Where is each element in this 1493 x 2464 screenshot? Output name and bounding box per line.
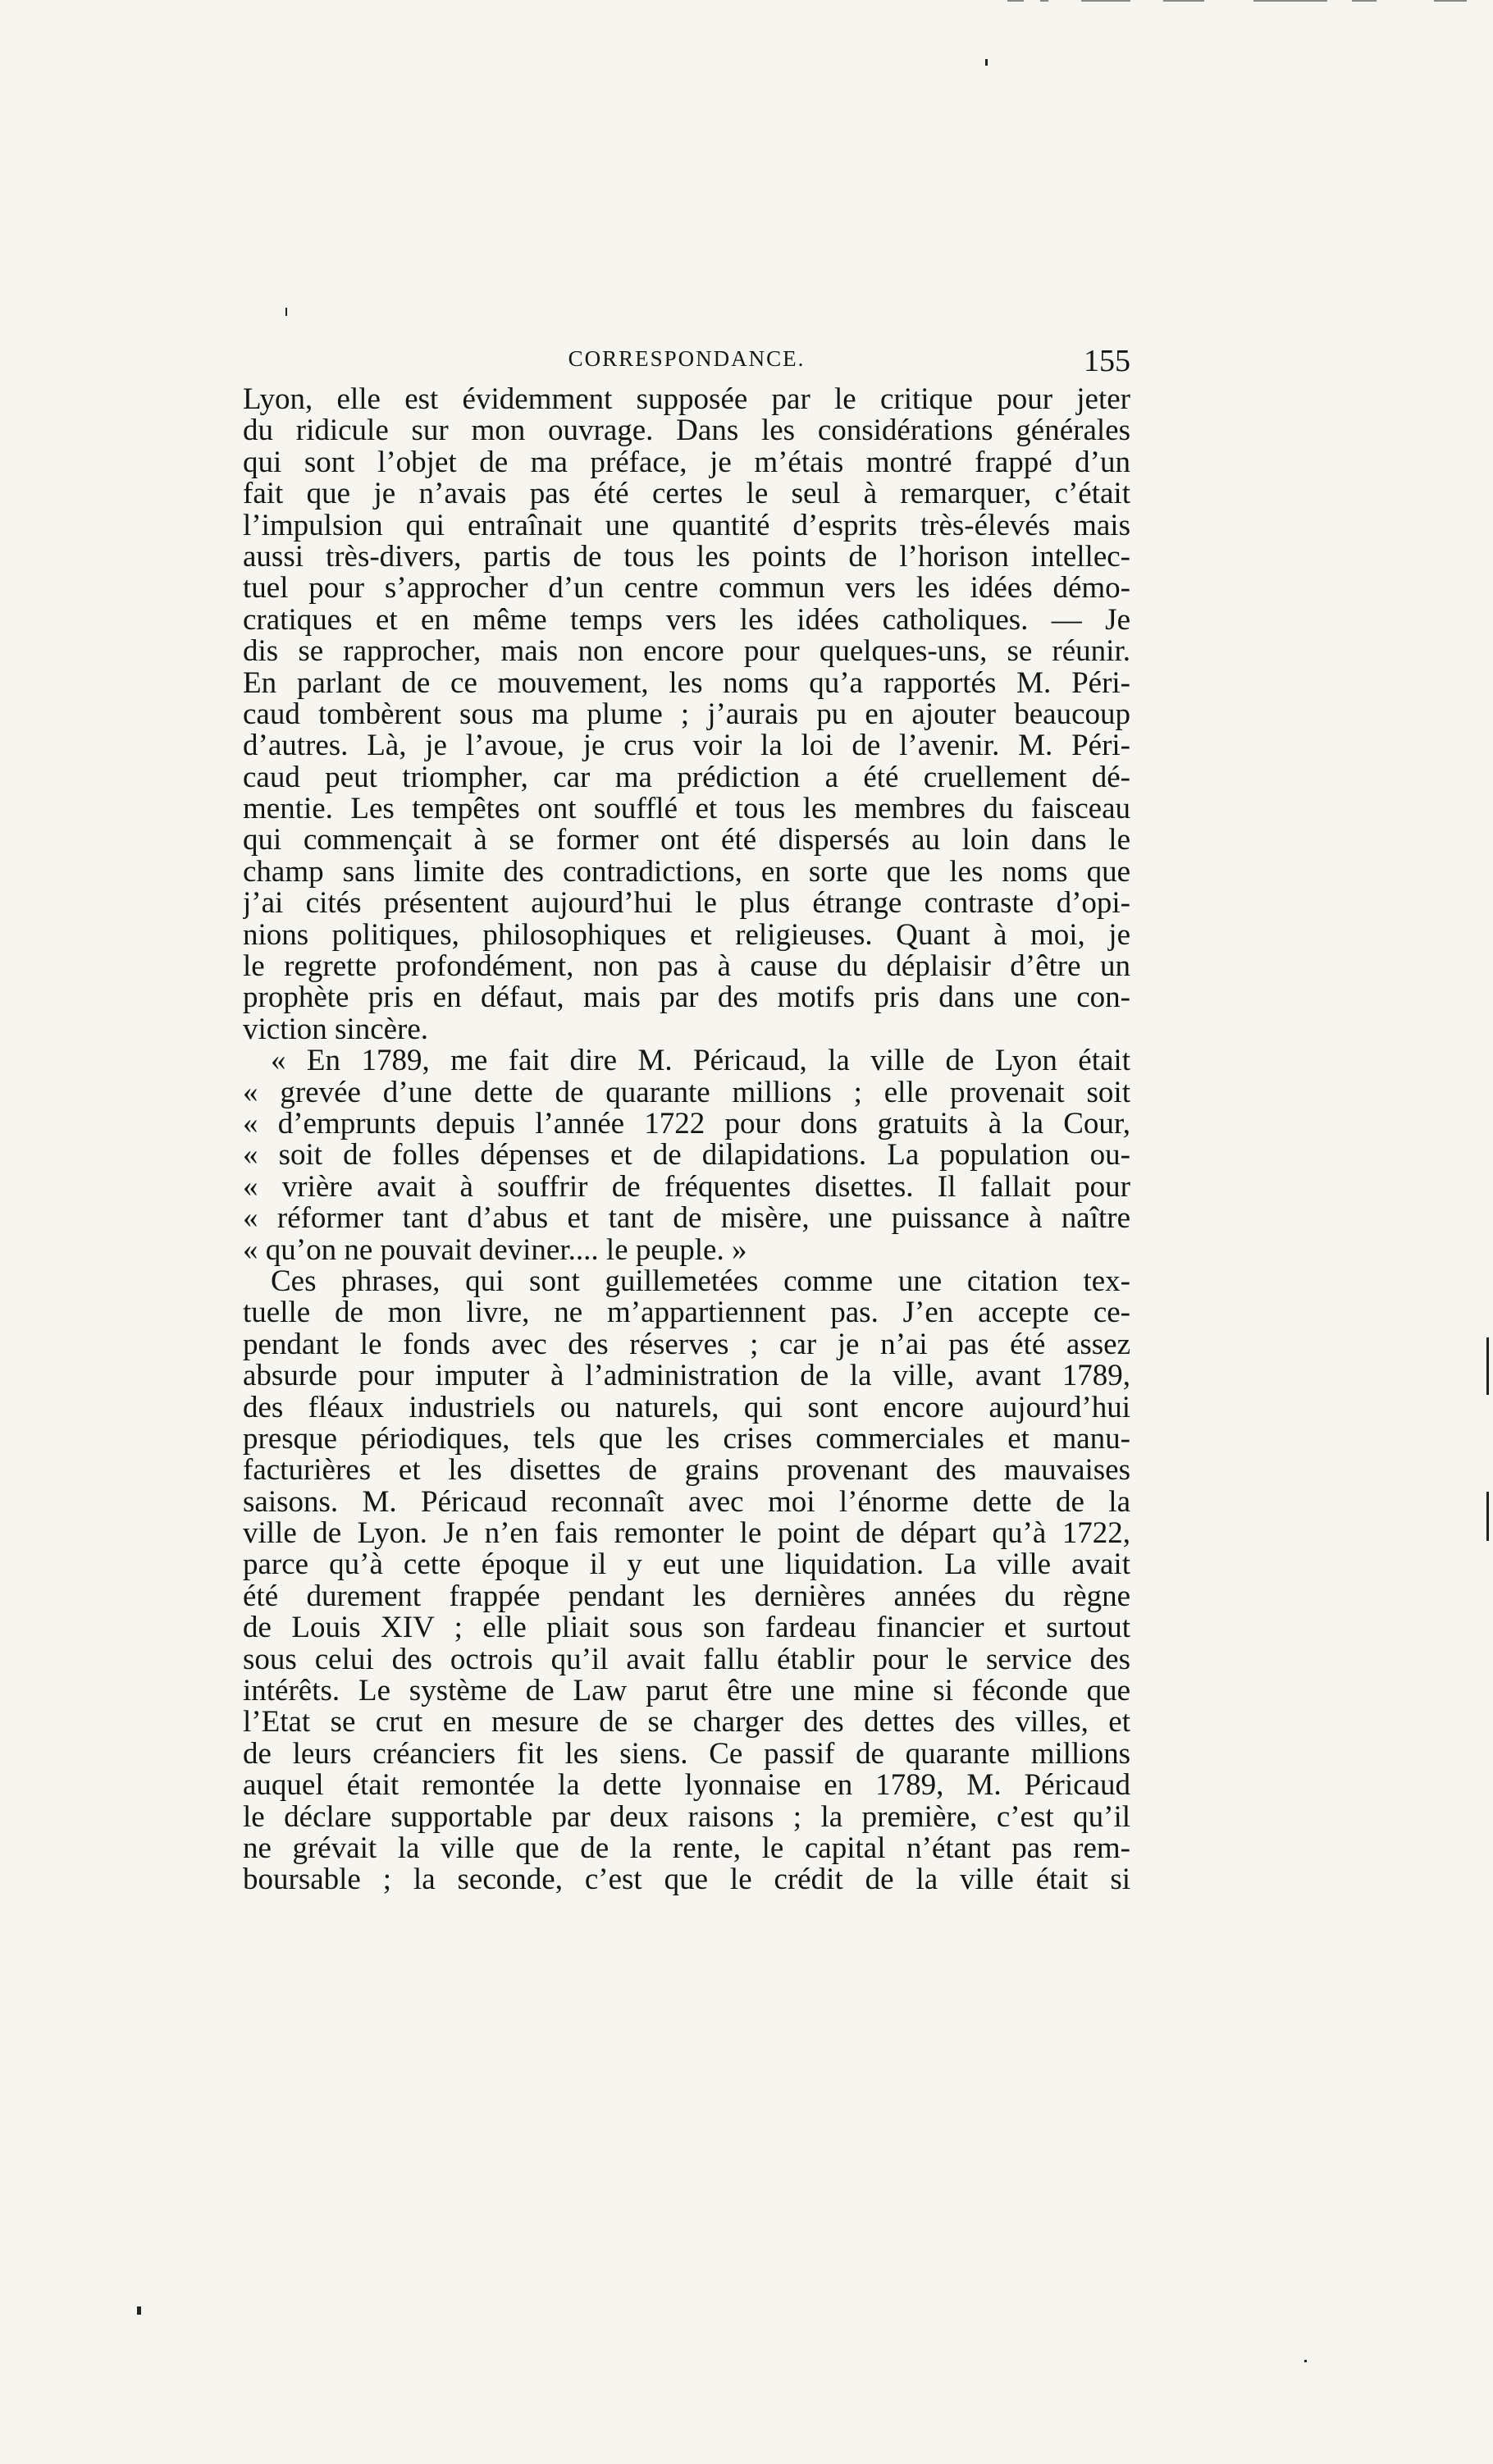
text-line: du ridicule sur mon ouvrage. Dans les considérations générales	[243, 415, 1130, 447]
speck-mark	[1486, 1337, 1489, 1395]
text-line: qui commençait à se former ont été dispersés au loin dans le	[243, 825, 1130, 857]
text-line: auquel était remontée la dette lyonnaise en 1789, M. Péricaud	[243, 1770, 1130, 1802]
text-line: le déclare supportable par deux raisons ; la première, c’est qu’il	[243, 1801, 1130, 1833]
text-line: de Louis XIV ; elle pliait sous son fardeau financier et surtout	[243, 1612, 1130, 1644]
quote-line: « réformer tant d’abus et tant de misère, une puissance à naître	[243, 1203, 1130, 1235]
text-line: des fléaux industriels ou naturels, qui sont encore aujourd’hui	[243, 1392, 1130, 1424]
text-line: champ sans limite des contradictions, en sorte que les noms que	[243, 856, 1130, 889]
text-line: dis se rapprocher, mais non encore pour quelques-uns, se réunir.	[243, 636, 1130, 668]
text-line: sous celui des octrois qu’il avait fallu établir pour le service des	[243, 1643, 1130, 1676]
page-number: 155	[1084, 344, 1130, 378]
text-line: cratiques et en même temps vers les idées catholiques. — Je	[243, 604, 1130, 637]
speck-mark	[285, 308, 287, 316]
text-line: aussi très-divers, partis de tous les points de l’horison intellec-	[243, 541, 1130, 574]
text-line: d’autres. Là, je l’avoue, je crus voir la loi de l’avenir. M. Péri-	[243, 730, 1130, 762]
text-line: facturières et les disettes de grains provenant des mauvaises	[243, 1455, 1130, 1487]
text-line: prophète pris en défaut, mais par des motifs pris dans une con-	[243, 982, 1130, 1014]
text-line: presque périodiques, tels que les crises commerciales et manu-	[243, 1423, 1130, 1456]
text-line: absurde pour imputer à l’administration de la ville, avant 1789,	[243, 1360, 1130, 1392]
speck-mark	[985, 59, 988, 66]
text-line: nions politiques, philosophiques et religieuses. Quant à moi, je	[243, 919, 1130, 952]
text-line: ville de Lyon. Je n’en fais remonter le point de départ qu’à 1722,	[243, 1518, 1130, 1550]
text-line: l’impulsion qui entraînait une quantité d’esprits très-élevés mais	[243, 510, 1130, 542]
quote-line: « En 1789, me fait dire M. Péricaud, la ville de Lyon était	[271, 1045, 1130, 1077]
text-line: qui sont l’objet de ma préface, je m’étais montré frappé d’un	[243, 446, 1130, 479]
text-line: ne grévait la ville que de la rente, le capital n’étant pas rem-	[243, 1832, 1130, 1865]
quote-line: « d’emprunts depuis l’année 1722 pour dons gratuits à la Cour,	[243, 1108, 1130, 1141]
text-line: boursable ; la seconde, c’est que le crédit de la ville était si	[243, 1864, 1130, 1896]
text-line: viction sincère.	[243, 1013, 429, 1046]
text-line: tuelle de mon livre, ne m’appartiennent pas. J’en accepte ce-	[243, 1297, 1130, 1329]
body-text	[243, 384, 1130, 1896]
text-line: Lyon, elle est évidemment supposée par le critique pour jeter	[243, 384, 1130, 416]
text-line: intérêts. Le système de Law parut être une mine si féconde que	[243, 1675, 1130, 1707]
text-line: mentie. Les tempêtes ont soufflé et tous les membres du faisceau	[243, 793, 1130, 825]
text-line: j’ai cités présentent aujourd’hui le plus étrange contraste d’opi-	[243, 888, 1130, 920]
quote-line: « soit de folles dépenses et de dilapidations. La population ou-	[243, 1140, 1130, 1172]
speck-mark	[1304, 2360, 1307, 2362]
text-line: fait que je n’avais pas été certes le seul à remarquer, c’était	[243, 478, 1130, 510]
quote-line: « vrière avait à souffrir de fréquentes disettes. Il fallait pour	[243, 1171, 1130, 1204]
text-line: l’Etat se crut en mesure de se charger des dettes des villes, et	[243, 1707, 1130, 1739]
text-line: le regrette profondément, non pas à cause du déplaisir d’être un	[243, 951, 1130, 983]
text-line: parce qu’à cette époque il y eut une liquidation. La ville avait	[243, 1549, 1130, 1581]
text-line: caud tombèrent sous ma plume ; j’aurais pu en ajouter beaucoup	[243, 698, 1130, 731]
speck-mark	[137, 2306, 141, 2315]
top-edge-marks	[1007, 0, 1493, 2]
text-line: Ces phrases, qui sont guillemetées comme une citation tex-	[271, 1265, 1130, 1298]
text-line: pendant le fonds avec des réserves ; car je n’ai pas été assez	[243, 1328, 1130, 1361]
text-line: caud peut triompher, car ma prédiction a été cruellement dé-	[243, 761, 1130, 794]
quote-line: « qu’on ne pouvait deviner.... le peuple. »	[243, 1234, 747, 1266]
speck-mark	[1486, 1492, 1489, 1541]
text-line: tuel pour s’approcher d’un centre commun vers les idées démo-	[243, 573, 1130, 605]
text-line: saisons. M. Péricaud reconnaît avec moi l’énorme dette de la	[243, 1486, 1130, 1519]
text-line: de leurs créanciers fit les siens. Ce passif de quarante millions	[243, 1738, 1130, 1771]
running-head: CORRESPONDANCE.	[568, 346, 806, 371]
page-header	[243, 343, 1130, 376]
text-line: été durement frappée pendant les dernières années du règne	[243, 1580, 1130, 1613]
quote-line: « grevée d’une dette de quarante millions ; elle provenait soit	[243, 1077, 1130, 1109]
text-line: En parlant de ce mouvement, les noms qu’a rapportés M. Péri-	[243, 667, 1130, 699]
